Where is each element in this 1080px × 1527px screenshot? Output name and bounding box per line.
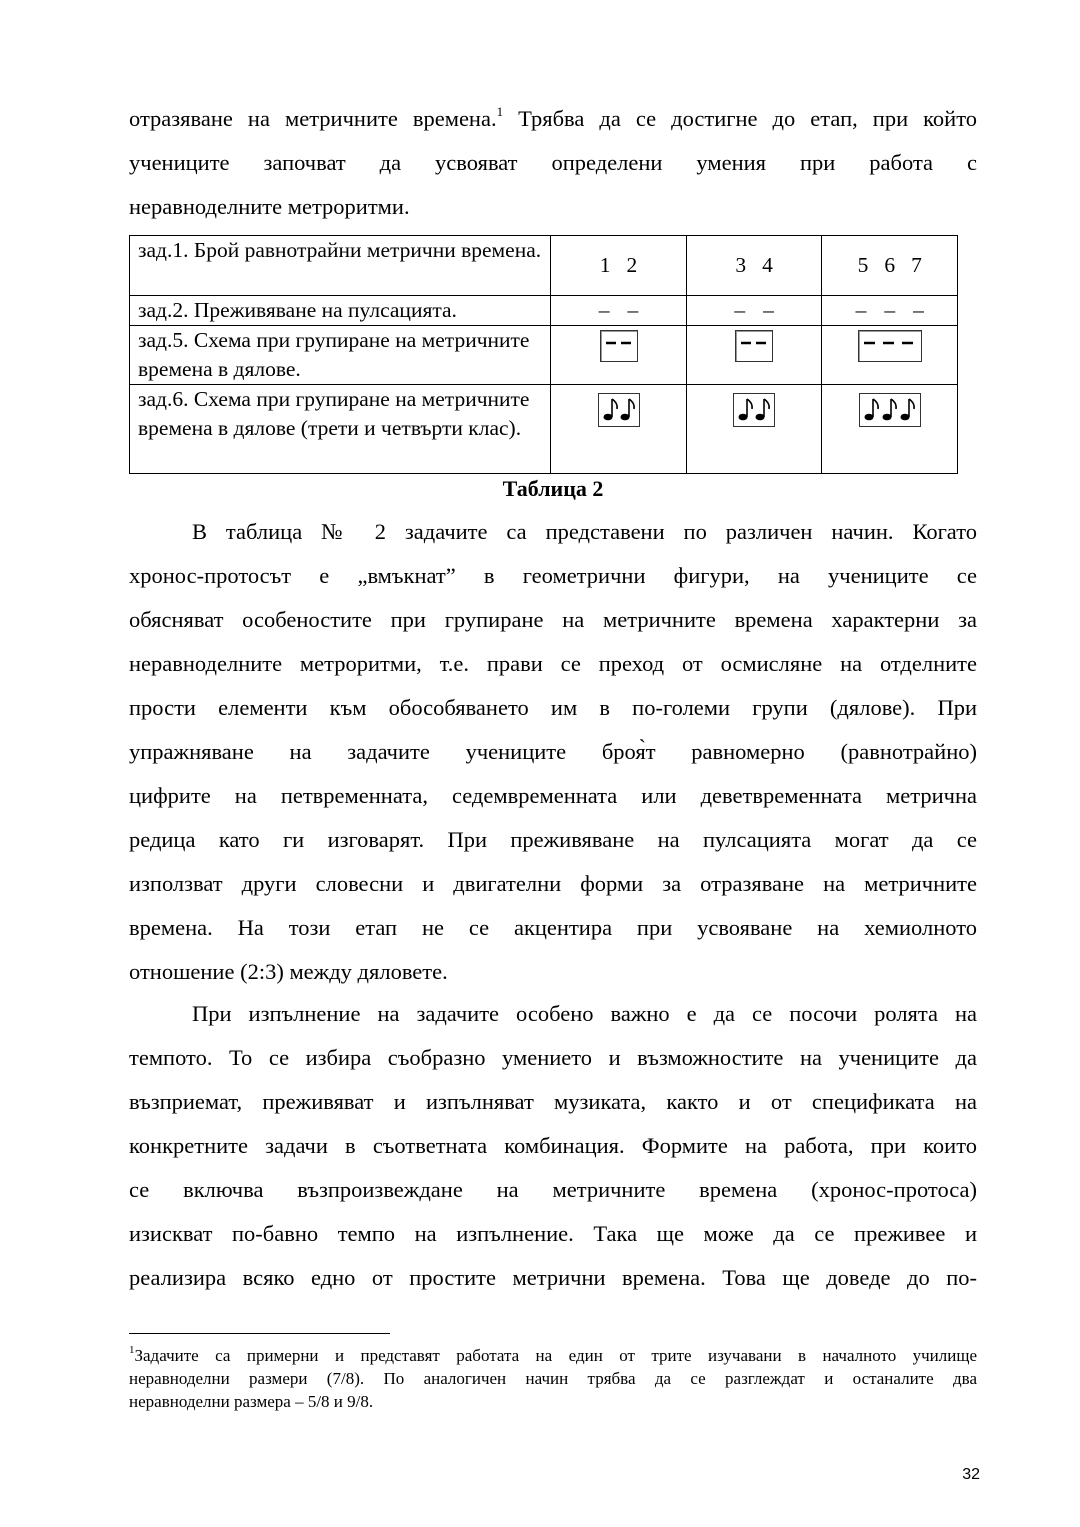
paragraph-line: темпото. То се избира съобразно умението и възможностите на учениците да [129, 1045, 977, 1070]
paragraph-3 [129, 992, 977, 1300]
table-cell [686, 326, 822, 385]
paragraph-line: прости елементи към обособяването им в по-големи групи (дялове). При [129, 695, 977, 720]
table-caption: Таблица 2 [502, 476, 604, 501]
table-row [130, 385, 958, 474]
table-cell: – – [551, 296, 687, 326]
dashed-group-box-icon [858, 330, 922, 362]
footnote [129, 1344, 977, 1413]
paragraph-line: времена. На този етап не се акцентира при усвояване на хемиолното [129, 915, 977, 940]
paragraph-line: използват други словесни и двигателни форми за отразяване на метричните [129, 871, 977, 896]
paragraph-line: конкретните задачи в съответната комбинация. Формите на работа, при които [129, 1133, 977, 1158]
paragraph-line: отразяване на метричните времена.$^1$ Трябва да се достигне до етап, при който [129, 103, 978, 131]
table-row [130, 296, 958, 326]
table-cell: – – – [822, 296, 958, 326]
paragraph-line: обясняват особеностите при групиране на метричните времена характерни за [129, 607, 977, 632]
footnote-line: $^1$Задачите са примерни и представят работата на един от трите изучавани в началното училище [129, 1344, 977, 1365]
table-row-label: зад.1. Брой равнотрайни метрични времена. [130, 236, 551, 296]
eighth-notes-icon [733, 393, 775, 427]
paragraph-line: учениците започват да усвояват определени умения при работа с [129, 150, 977, 175]
footnote-separator [129, 1333, 390, 1334]
table-row-label: зад.5. Схема при групиране на метричните времена в дялове. [130, 326, 551, 385]
paragraph-line: редица като ги изговарят. При преживяване на пулсацията могат да се [129, 827, 977, 852]
footnote-line: неравноделни размера – 5/8 и 9/8. [129, 1392, 374, 1411]
paragraph-line: хронос-протосът е „вмъкнат” в геометрични фигури, на учениците се [129, 563, 977, 588]
paragraph-line: неравноделните метроритми, т.е. прави се преход от осмисляне на отделните [129, 651, 977, 676]
dashed-group-box-icon [735, 330, 773, 362]
eighth-notes-icon [859, 393, 921, 427]
table-row [130, 326, 958, 385]
table-cell: 3 4 [686, 236, 822, 296]
paragraph-line: изискват по-бавно темпо на изпълнение. Така ще може да се преживее и [129, 1221, 977, 1246]
table-cell [686, 385, 822, 474]
footnote-ref[interactable]: 1 [496, 103, 504, 119]
eighth-notes-icon [598, 393, 640, 427]
paragraph-line: При изпълнение на задачите особено важно е да се посочи ролята на [192, 1001, 977, 1026]
table-row-label: зад.6. Схема при групиране на метричните времена в дялове (трети и четвърти клас). [130, 385, 551, 474]
paragraph-line: реализира всяко едно от простите метрични времена. Това ще доведе до по- [129, 1265, 977, 1290]
page-number: 32 [962, 1466, 980, 1483]
paragraph-line: упражняване на задачите учениците броя̀т равномерно (равнотрайно) [129, 739, 977, 764]
dashed-group-box-icon [600, 330, 638, 362]
table-cell [551, 385, 687, 474]
table-cell [822, 385, 958, 474]
table-2 [129, 235, 958, 474]
paragraph-line: се включва възпроизвеждане на метричните времена (хронос-протоса) [129, 1177, 977, 1202]
table-cell: – – [686, 296, 822, 326]
paragraph-line: отношение (2:3) между дяловете. [129, 959, 448, 984]
paragraph-2 [129, 510, 977, 994]
paragraph-line: неравноделните метроритми. [129, 194, 410, 219]
paragraph-line: В таблица № 2 задачите са представени по различен начин. Когато [192, 519, 977, 544]
paragraph-line: цифрите на петвременната, седемвременната или деветвременната метрична [129, 783, 977, 808]
paragraph-line: възприемат, преживяват и изпълняват музиката, както и от спецификата на [129, 1089, 977, 1114]
table-cell: 1 2 [551, 236, 687, 296]
table-cell [551, 326, 687, 385]
table-row-label: зад.2. Преживяване на пулсацията. [130, 296, 551, 326]
table-cell: 5 6 7 [822, 236, 958, 296]
paragraph-1 [129, 97, 977, 229]
footnote-line: неравноделни размери (7/8). По аналогичен начин трябва да се разглеждат и останалите два [129, 1369, 977, 1388]
table-row [130, 236, 958, 296]
table-cell [822, 326, 958, 385]
